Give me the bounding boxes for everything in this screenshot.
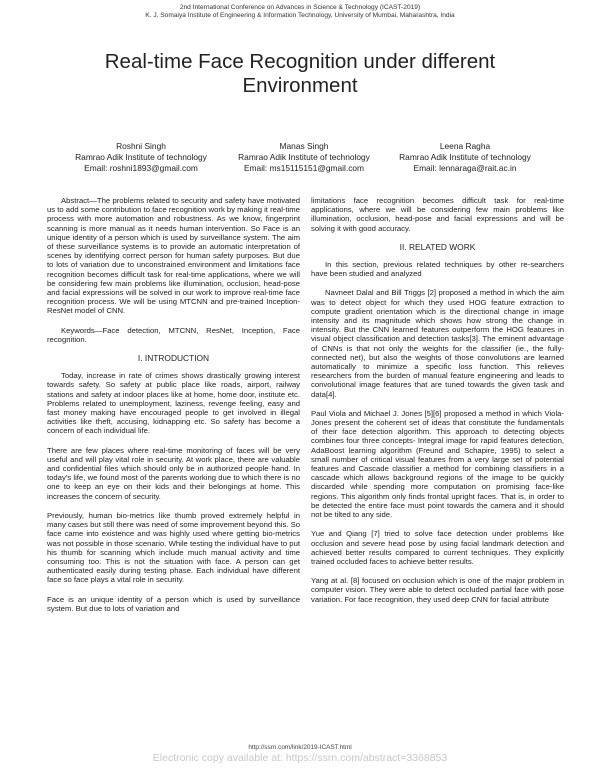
- intro-paragraph: Today, increase in rate of crimes shows drastically growing interest towards safety. So safety at public place like roads, airport, railway stations and safety at indoor places like at home, home door, institute etc. Problems related to unemployment, laziness, revenge feeling, easy and fast money making have encouraged people to get involved in illegal activities like theft, accusing, kidnapping etc. So safety has become a concern of each individual life.: [47, 371, 300, 436]
- keywords: Keywords—Face detection, MTCNN, ResNet, Inception, Face recognition.: [47, 325, 300, 344]
- author-name: Roshni Singh: [116, 141, 166, 151]
- author-email: Email: roshni1893@gmail.com: [84, 163, 198, 173]
- author-1: [56, 141, 226, 174]
- abstract: Abstract—The problems related to security and safety have motivated us to add some contribution to face recognition work by making it real-time process with more automation and robustness. As we know, fingerprint scanning is more manual as it needs human intervention. So Face is an unique identity of a person which is used by surveillance system. The aim of these surveillance systems is to provide an automatic interpretation of scenes by identifying correct person for human safety purposes. But due to lots of variation due to unconstrained environment and limitations face recognition becomes difficult task for real-time applications, where we will be considering few main problems like illumination, occlusion, head-pose and facial expressions will be solved in our work to improve real-time face recognition process. We will be using MTCNN and pre-trained Inception- ResNet model of CNN.: [47, 196, 300, 316]
- author-affiliation: Ramrao Adik Institute of technology: [399, 152, 531, 162]
- institute-header: K. J. Somaiya Institute of Engineering & Information Technology, University of Mumbai, Maharashtra, India: [145, 12, 455, 19]
- ssrn-watermark: Electronic copy available at: https://ssrn.com/abstract=3368853: [152, 752, 448, 764]
- left-column: [47, 196, 300, 623]
- author-3: [380, 141, 550, 174]
- author-affiliation: Ramrao Adik Institute of technology: [75, 152, 207, 162]
- intro-paragraph: Face is an unique identity of a person which is used by surveillance system. But due to lots of variation and: [47, 594, 300, 613]
- author-name: Leena Ragha: [439, 141, 491, 151]
- author-2: [219, 141, 389, 174]
- author-email: Email: lennaraga@rait.ac.in: [413, 163, 517, 173]
- conference-header: 2nd International Conference on Advances in Science & Technology (ICAST-2019): [179, 4, 421, 11]
- paper-title: Real-time Face Recognition under different Environment: [104, 50, 496, 97]
- related-work-lead: In this section, previous related techniques by other re-searchers have been studied and analyzed: [311, 260, 564, 279]
- intro-paragraph: Previously, human bio-metrics like thumb proved extremely helpful in many cases but still there was need of some improvement beyond this. So face came into existence and was highly used where getting bio-metrics was not possible in those scenario. While testing the individual have to put his thumb for scanning which include much manual activity and time consuming too. This is not the situation with face. A person can get authenticated easily during testing phase. Each individual have different face so face plays a vital role in security.: [47, 510, 300, 585]
- author-name: Manas Singh: [279, 141, 329, 151]
- footer-link[interactable]: http://ssrn.com/link/2019-ICAST.html: [248, 744, 352, 751]
- related-work-paragraph: Yang at al. [8] focused on occlusion which is one of the major problem in computer vision. They were able to detect occluded partial face with pose variation. For face recognition, they used deep CNN for facial attribute: [311, 576, 564, 604]
- intro-paragraph: There are few places where real-time monitoring of faces will be very useful and will play vital role in security. At work place, there are valuable and confidential files which should only be in authorized people hand. In today's life, we found most of the parents working due to which there is no one to keep an eye on their kids and their belongings at home. This increases the concern of security.: [47, 445, 300, 501]
- related-work-paragraph: Navneet Dalal and Bill Triggs [2] proposed a method in which the aim was to detect object for which they used HOG feature extraction to compute gradient orientation which is the directional change in image intensity and its magnitude which shows how strong the change in intensity. But the CNN learned features outperform the HOG features in visual object classification and detection tasks[3]. The eminent advantage of CNNs is that not only the weights for the classifier (ie., the fully-connected net), but also the weights of those convolutions are learned automatically to minimize a specific loss function. This relieves researchers from the burden of manual feature engineering and leads to convolutional image features that are tuned towards the given task and data[4].: [311, 288, 564, 399]
- intro-continuation: limitations face recognition becomes difficult task for real-time applications, where we will be considering few main problems like illumination, occlusion, head-pose and facial expressions and will be solving it with good accuracy.: [311, 196, 564, 233]
- author-affiliation: Ramrao Adik Institute of technology: [238, 152, 370, 162]
- related-work-paragraph: Paul Viola and Michael J. Jones [5][6] proposed a method in which Viola-Jones present the coherent set of ideas that constitute the fundamentals of their face detection algorithm. This approach to detecting objects combines four three concepts- Integral image for rapid features detection, AdaBoost learning algorithm (Freund and Schapire, 1995) to select a small number of critical visual features from a very large set of potential features and Cascade classifier a method for combining classifiers in a cascade which allows background regions of the image to be quickly discarded while spending more computation on promising face-like regions. This algorithm only finds frontal upright faces. That is, in order to be detected the entire face must point towards the camera and it should not be tilted to any side.: [311, 408, 564, 520]
- right-column: [311, 196, 564, 614]
- section-heading-related-work: II. RELATED WORK: [399, 241, 476, 252]
- author-email: Email: ms15115151@gmail.com: [243, 163, 365, 173]
- section-heading-introduction: I. INTRODUCTION: [137, 353, 210, 364]
- related-work-paragraph: Yue and Qiang [7] tried to solve face detection under problems like occlusion and severe head pose by using facial landmark detection and achieved better results compared to current techniques. They explicitly trained occluded faces to achieve better results.: [311, 529, 564, 566]
